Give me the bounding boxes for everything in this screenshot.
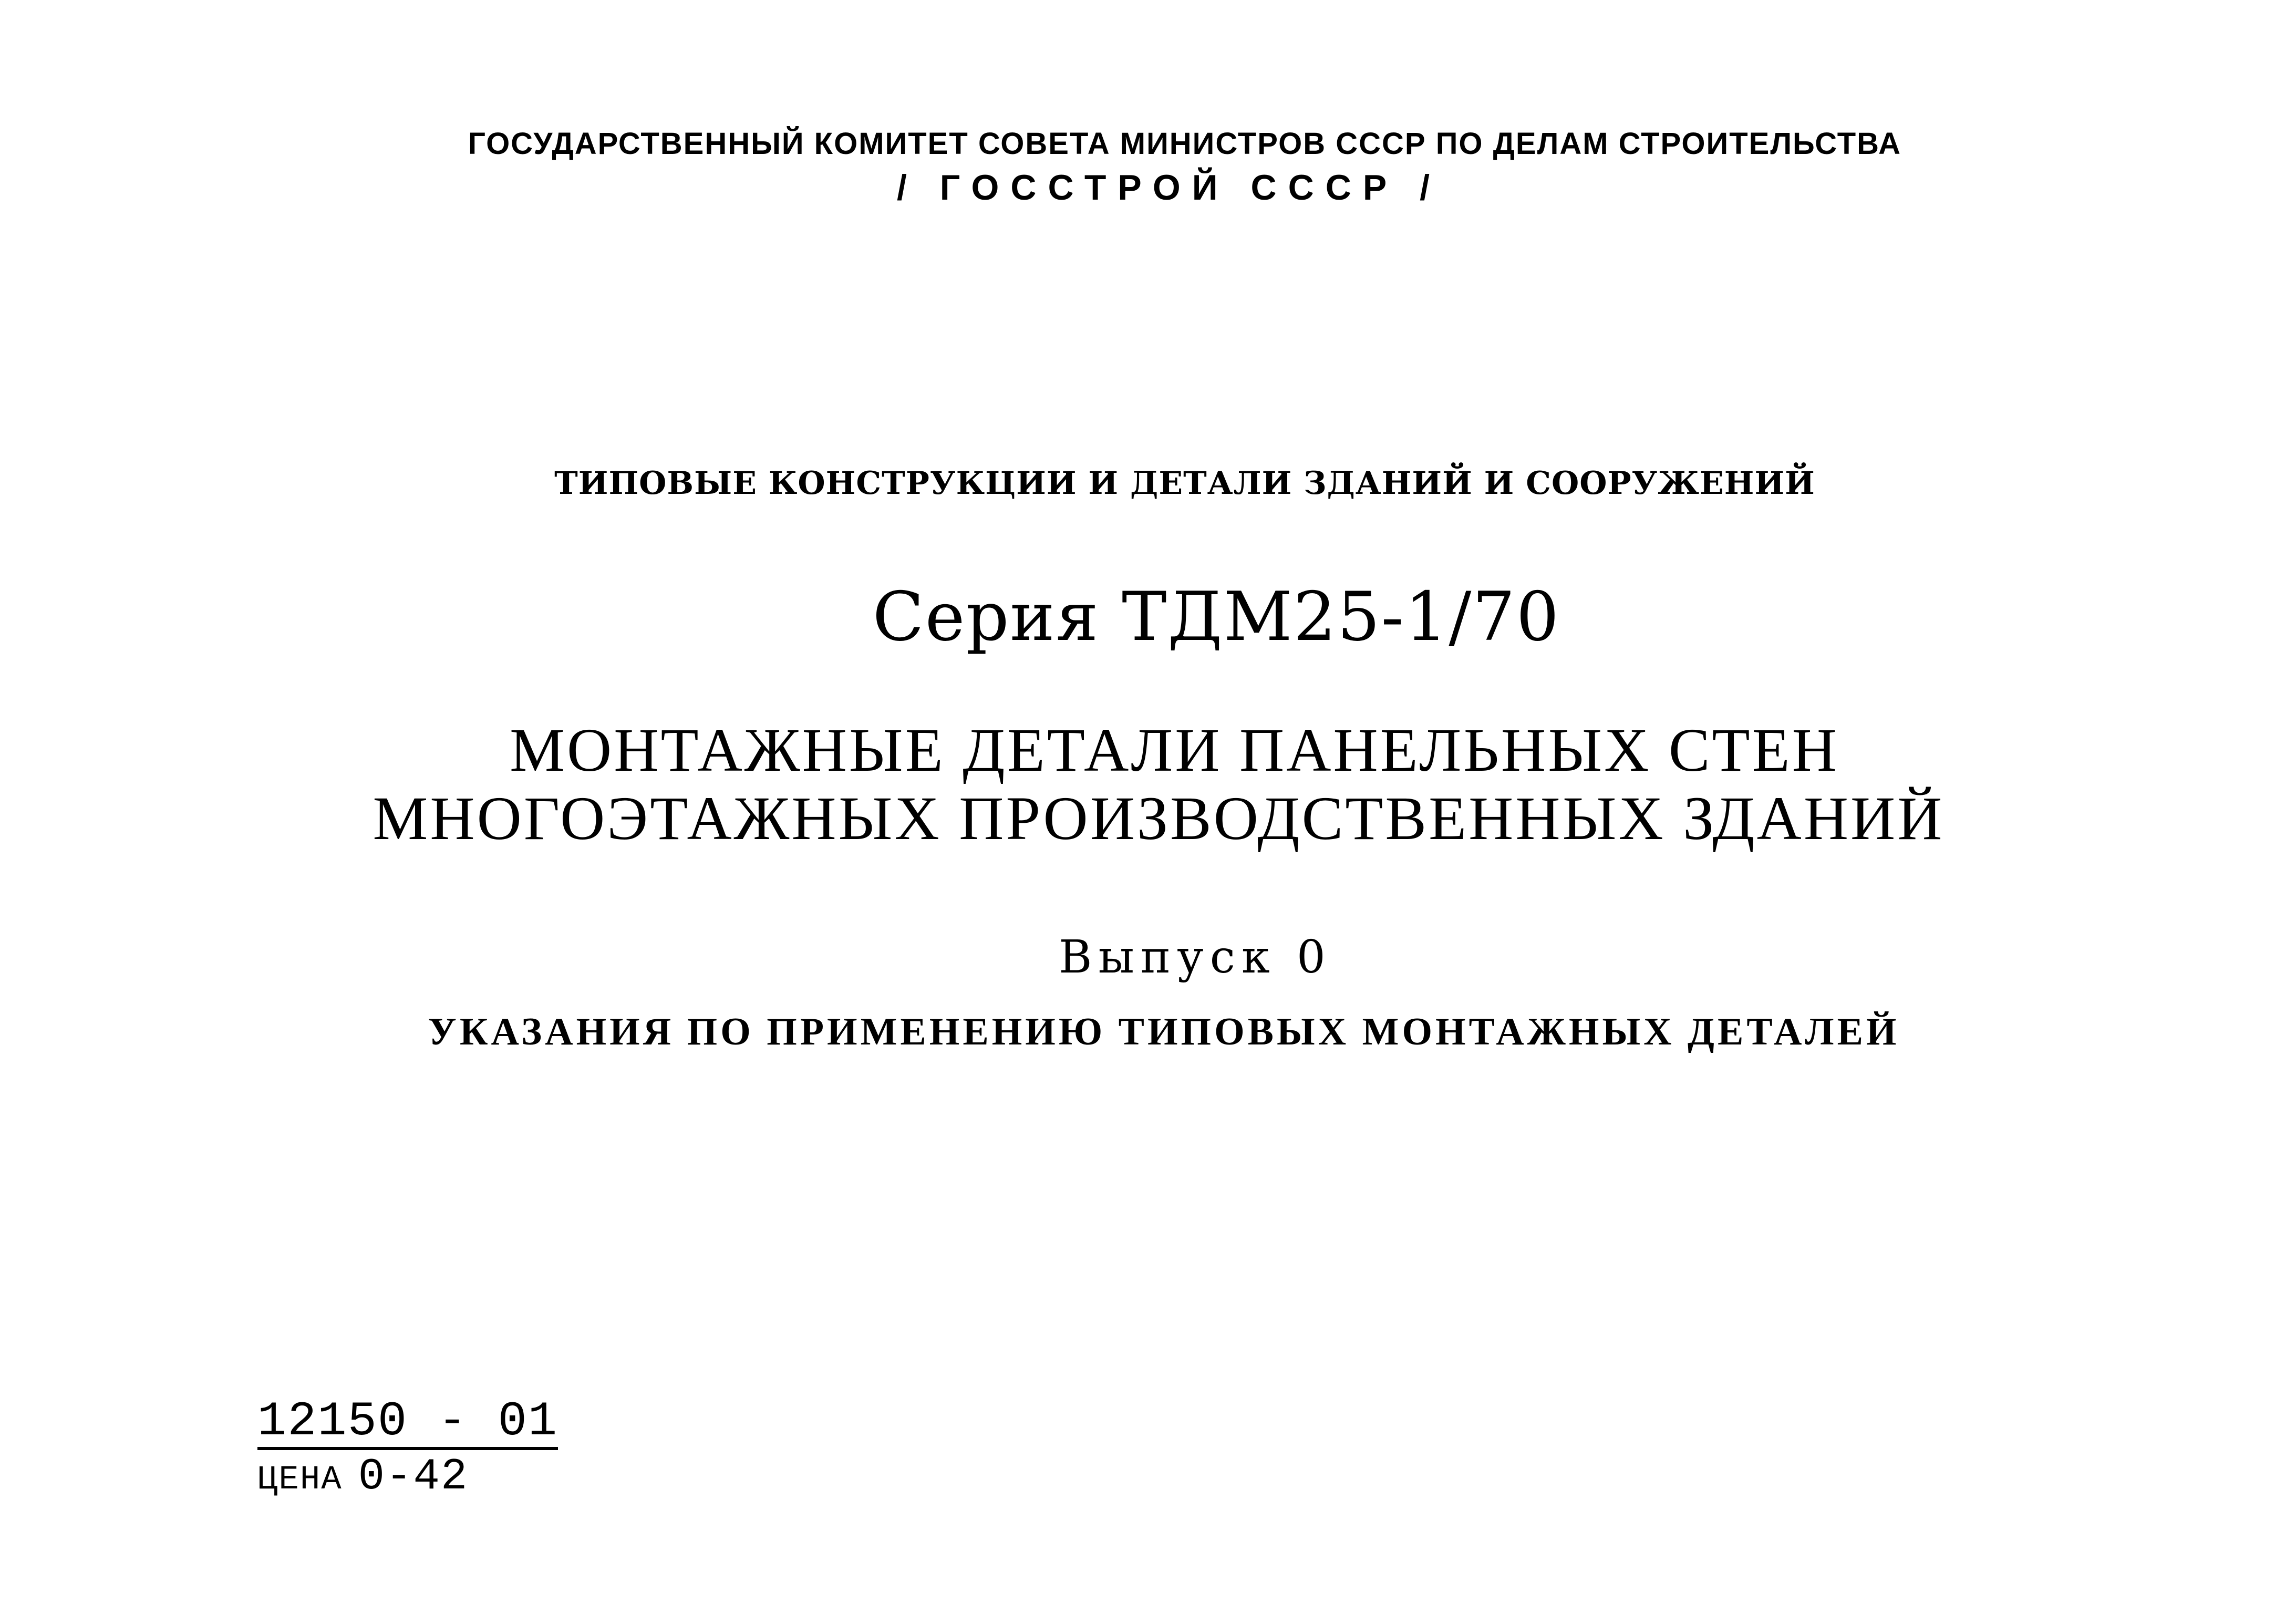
price-value: 0-42 (358, 1452, 469, 1502)
price-block (257, 1452, 469, 1502)
document-subtitle: УКАЗАНИЯ ПО ПРИМЕНЕНИЮ ТИПОВЫХ МОНТАЖНЫХ ДЕТАЛЕЙ (428, 1010, 1900, 1053)
document-title-line-1: МОНТАЖНЫЕ ДЕТАЛИ ПАНЕЛЬНЫХ СТЕН (510, 716, 1839, 784)
price-label: ЦЕНА (257, 1461, 343, 1499)
agency-short-name: / ГОССТРОЙ СССР / (897, 168, 1441, 208)
document-category: ТИПОВЫЕ КОНСТРУКЦИИ И ДЕТАЛИ ЗДАНИЙ И СООРУЖЕНИЙ (554, 465, 1815, 502)
issue-number: Выпуск 0 (1059, 931, 1332, 984)
series-title: Серия ТДМ25-1/70 (872, 578, 1560, 656)
document-title-line-2: МНОГОЭТАЖНЫХ ПРОИЗВОДСТВЕННЫХ ЗДАНИЙ (373, 784, 1945, 853)
document-code: 12150 - 01 (257, 1394, 559, 1449)
agency-name: ГОСУДАРСТВЕННЫЙ КОМИТЕТ СОВЕТА МИНИСТРОВ СССР ПО ДЕЛАМ СТРОИТЕЛЬСТВА (468, 127, 1902, 161)
